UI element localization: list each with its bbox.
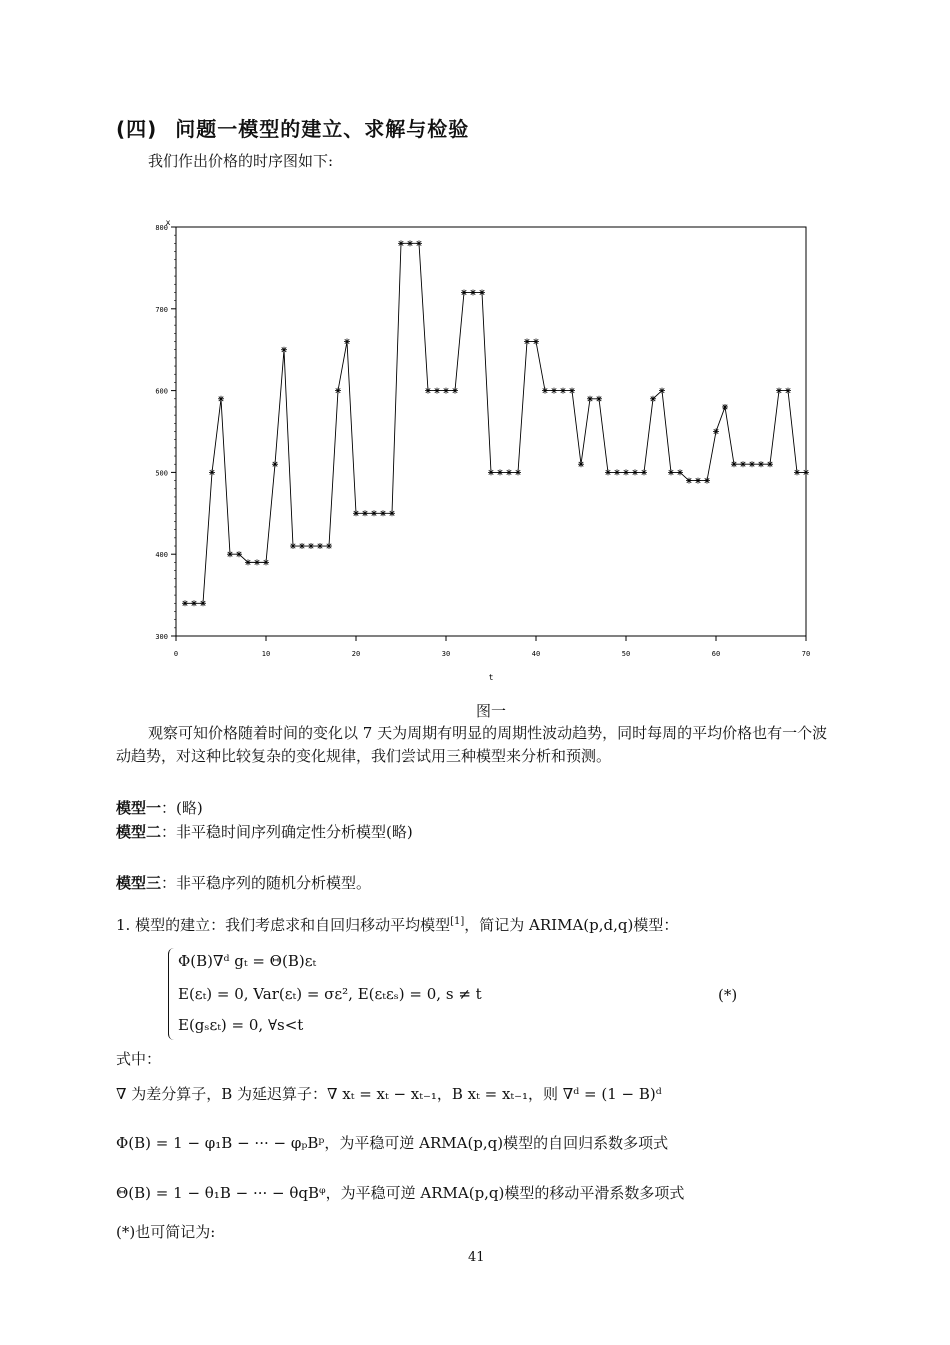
data-point [677, 469, 683, 475]
data-point [614, 469, 620, 475]
y-tick-label: 400 [155, 551, 168, 560]
x-tick-label: 30 [441, 650, 451, 658]
data-point [740, 461, 746, 467]
data-point [191, 600, 197, 606]
observation-paragraph: 观察可知价格随着时间的变化以 7 天为周期有明显的周期性波动趋势，同时每周的平均价格也有一个波动趋势，对这种比较复杂的变化规律，我们尝试用三种模型来分析和预测。 [116, 724, 828, 765]
equation-tag: (*) [718, 986, 738, 1004]
data-point [272, 461, 278, 467]
equation-3: E(gₛεₜ) = 0, ∀s<t [178, 1016, 304, 1034]
data-point [218, 396, 224, 402]
data-point [317, 543, 323, 549]
model-three-label: 模型三 [116, 874, 162, 892]
model-two-line [116, 821, 413, 844]
data-point [605, 469, 611, 475]
data-point [407, 240, 413, 246]
definition-theta: Θ(B) = 1 − θ₁B − ··· − θqBᵠ，为平稳可逆 ARMA(p,q)模型的移动平滑系数多项式 [116, 1184, 685, 1202]
data-point [425, 388, 431, 394]
data-point [452, 388, 458, 394]
data-point [803, 469, 809, 475]
data-point [299, 543, 305, 549]
x-tick-label: 50 [621, 650, 631, 658]
price-series-line [185, 243, 806, 603]
y-tick-label: 600 [155, 387, 168, 396]
data-point [506, 469, 512, 475]
data-point [470, 289, 476, 295]
data-point [560, 388, 566, 394]
citation-ref: [1] [450, 916, 465, 927]
section-heading [116, 113, 469, 142]
data-point [722, 404, 728, 410]
data-point [380, 510, 386, 516]
page-number: 41 [468, 1250, 485, 1265]
x-tick-label: 40 [531, 650, 541, 658]
y-tick-label: 500 [155, 469, 168, 478]
model-three-line [116, 872, 371, 895]
data-point [398, 240, 404, 246]
data-point [227, 551, 233, 557]
data-point [668, 469, 674, 475]
data-point [497, 469, 503, 475]
model-two-label: 模型二 [116, 823, 162, 841]
section-title: 问题一模型的建立、求解与检验 [175, 117, 470, 141]
y-axis-label: x [165, 218, 171, 227]
y-tick-label: 700 [155, 305, 168, 314]
data-point [245, 559, 251, 565]
data-point [344, 339, 350, 345]
data-point [263, 559, 269, 565]
price-time-series-chart [140, 215, 820, 695]
intro-text: 我们作出价格的时序图如下: [148, 152, 334, 170]
data-point [182, 600, 188, 606]
data-point [542, 388, 548, 394]
equation-2: E(εₜ) = 0, Var(εₜ) = σε², E(εₜεₛ) = 0, s ≠ t [178, 985, 482, 1003]
equation-brace [168, 948, 177, 1040]
data-point [713, 429, 719, 435]
data-point [209, 469, 215, 475]
step-one-suffix: ，简记为 ARIMA(p,d,q)模型： [464, 916, 679, 934]
data-point [461, 289, 467, 295]
x-tick-label: 60 [711, 650, 721, 658]
data-point [416, 240, 422, 246]
data-point [524, 339, 530, 345]
data-point [650, 396, 656, 402]
data-point [389, 510, 395, 516]
data-point [335, 388, 341, 394]
data-point [254, 559, 260, 565]
data-point [353, 510, 359, 516]
data-point [587, 396, 593, 402]
data-point [371, 510, 377, 516]
section-number: (四) [116, 117, 158, 141]
data-point [785, 388, 791, 394]
data-point [551, 388, 557, 394]
data-point [434, 388, 440, 394]
figure-caption: 图一 [476, 702, 507, 720]
data-point [362, 510, 368, 516]
data-point [515, 469, 521, 475]
where-label: 式中： [116, 1050, 162, 1068]
step-one-line [116, 910, 678, 937]
data-point [794, 469, 800, 475]
data-point [758, 461, 764, 467]
data-point [776, 388, 782, 394]
definition-phi: Φ(B) = 1 − φ₁B − ··· − φₚBᵖ，为平稳可逆 ARMA(p,q)模型的自回归系数多项式 [116, 1134, 669, 1152]
data-point [443, 388, 449, 394]
data-point [596, 396, 602, 402]
data-point [731, 461, 737, 467]
data-point [641, 469, 647, 475]
x-axis-label: t [488, 673, 494, 682]
definition-operators: ∇ 为差分算子，B 为延迟算子：∇ xₜ = xₜ − xₜ₋₁，B xₜ = xₜ₋₁，则 ∇ᵈ = (1 − B)ᵈ [116, 1085, 662, 1103]
data-point [488, 469, 494, 475]
data-point [695, 478, 701, 484]
y-tick-label: 300 [155, 633, 168, 641]
data-point [236, 551, 242, 557]
data-point [326, 543, 332, 549]
x-tick-label: 10 [261, 650, 271, 658]
equation-1: Φ(B)∇ᵈ gₜ = Θ(B)εₜ [178, 952, 317, 970]
data-point [623, 469, 629, 475]
model-one-line [116, 797, 203, 820]
model-two-text: ：非平稳时间序列确定性分析模型(略) [161, 823, 413, 841]
data-point [704, 478, 710, 484]
data-point [686, 478, 692, 484]
data-point [767, 461, 773, 467]
data-point [308, 543, 314, 549]
data-point [533, 339, 539, 345]
x-tick-label: 20 [351, 650, 361, 658]
step-one-prefix: 1. 模型的建立：我们考虑求和自回归移动平均模型 [116, 916, 451, 934]
model-one-label: 模型一 [116, 799, 162, 817]
data-point [569, 388, 575, 394]
x-tick-label: 0 [173, 650, 179, 658]
model-one-text: ：(略) [161, 799, 203, 817]
data-point [659, 388, 665, 394]
short-form-line: (*)也可简记为: [116, 1223, 216, 1241]
x-tick-label: 70 [801, 650, 811, 658]
data-point [749, 461, 755, 467]
model-three-text: ：非平稳序列的随机分析模型。 [161, 874, 372, 892]
data-point [578, 461, 584, 467]
data-point [281, 347, 287, 353]
data-point [290, 543, 296, 549]
y-tick-label: 800 [155, 224, 168, 232]
data-point [479, 289, 485, 295]
plot-border [176, 227, 806, 636]
data-point [200, 600, 206, 606]
data-point [632, 469, 638, 475]
